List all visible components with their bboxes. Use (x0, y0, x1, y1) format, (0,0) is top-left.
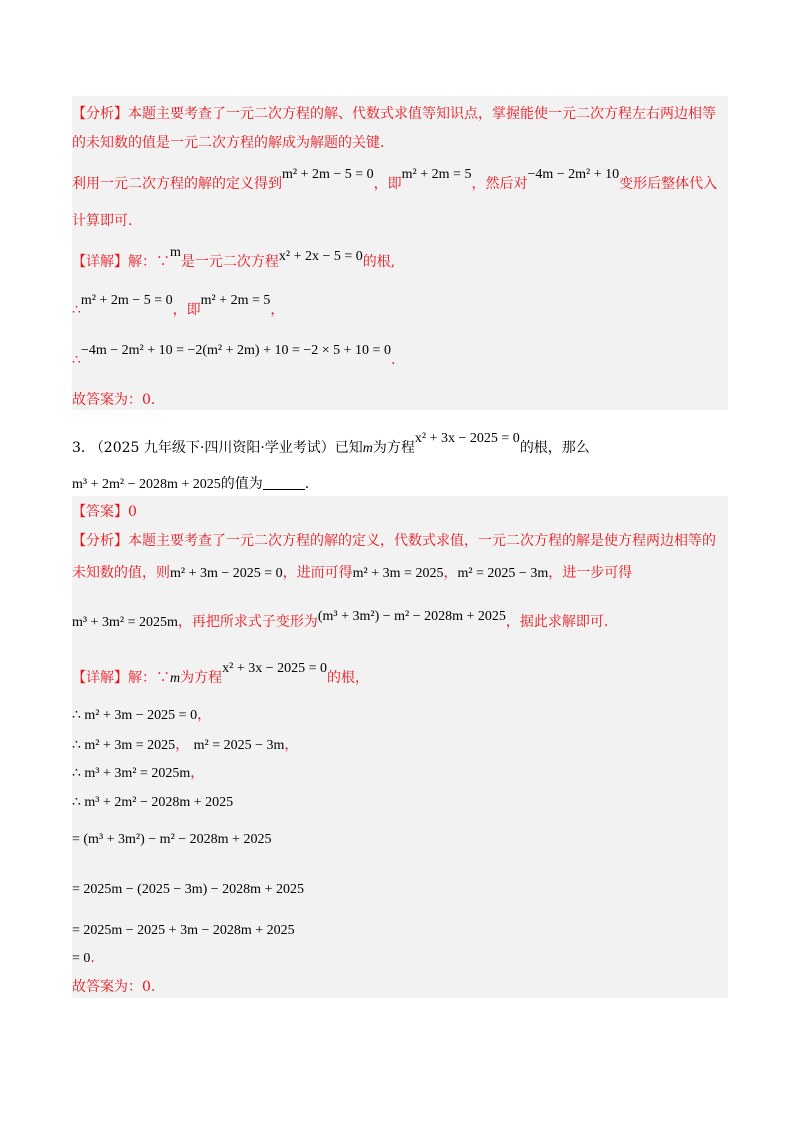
q2-detail-step1: ∴m² + 2m − 5 = 0，即m² + 2m = 5， (72, 293, 285, 318)
equation: ∴ m³ + 2m² − 2028m + 2025 (72, 795, 234, 810)
equation: ∴ m³ + 3m² = 2025m (72, 766, 191, 781)
q3-analysis-line1: 【分析】本题主要考查了一元二次方程的解的定义，代数式求值，一元二次方程的解是使方程两边相等的 (72, 533, 716, 549)
equation: −4m − 2m² + 10 (527, 167, 620, 182)
equation: m² + 3m − 2025 = 0 (170, 566, 283, 581)
q3-answer: 【答案】0 (72, 504, 137, 520)
q3-step4 (72, 792, 728, 813)
q3-step6 (72, 879, 728, 900)
equation: m³ + 3m² = 2025m (72, 615, 178, 630)
q3-step7 (72, 920, 728, 941)
q3-step2: ∴ m² + 3m = 2025， m² = 2025 − 3m， (72, 737, 299, 753)
equation: (m³ + 3m²) − m² − 2028m + 2025 (317, 609, 506, 624)
equation: = (m³ + 3m²) − m² − 2028m + 2025 (72, 832, 272, 847)
variable-m: m (362, 441, 373, 456)
variable-m: m (170, 671, 181, 686)
equation: m² + 3m = 2025 (352, 566, 444, 581)
answer-blank[interactable] (263, 475, 305, 490)
equation: ∴ m² + 3m = 2025 (72, 738, 176, 753)
q3-final-answer: 故答案为：0. (72, 979, 156, 995)
equation: x² + 2x − 5 = 0 (278, 249, 363, 264)
expression: m³ + 2m² − 2028m + 2025 (72, 477, 221, 492)
q3-analysis-line3: m³ + 3m² = 2025m，再把所求式子变形为(m³ + 3m²) − m² − 2028m + 2025，据此求解即可. (72, 609, 609, 630)
q2-detail-step2: ∴−4m − 2m² + 10 = −2(m² + 2m) + 10 = −2 × 5 + 10 = 0. (72, 343, 396, 368)
q3-question-line2: m³ + 2m² − 2028m + 2025的值为 . (72, 476, 310, 492)
q3-detail-intro: 【详解】解：∵m为方程x² + 3x − 2025 = 0的根， (72, 661, 370, 686)
q2-detail-intro: 【详解】解：∵m是一元二次方程x² + 2x − 5 = 0的根, (72, 245, 396, 270)
variable-m: m (170, 245, 181, 260)
equation: x² + 3x − 2025 = 0 (414, 431, 520, 446)
equation: m² + 2m = 5 (200, 293, 271, 308)
q3-step8: = 0. (72, 950, 95, 966)
equation: ∴ m² + 3m − 2025 = 0 (72, 708, 198, 723)
q2-analysis-line4: 计算即可. (72, 213, 133, 229)
equation: m² + 2m − 5 = 0 (282, 167, 374, 182)
q2-analysis-line3: 利用一元二次方程的解的定义得到m² + 2m − 5 = 0，即m² + 2m = 5，然后对−4m − 2m² + 10变形后整体代入 (72, 167, 718, 192)
q3-step3: ∴ m³ + 3m² = 2025m， (72, 765, 205, 781)
q3-question-line1: 3. （2025 九年级下·四川资阳·学业考试）已知m为方程x² + 3x − 2025 = 0的根，那么 (72, 431, 590, 456)
equation: = 0 (72, 951, 91, 966)
q3-step5 (72, 829, 728, 850)
equation: m² = 2025 − 3m (457, 566, 549, 581)
q2-analysis-line1: 【分析】本题主要考查了一元二次方程的解、代数式求值等知识点，掌握能使一元二次方程左右两边相等 (72, 106, 716, 122)
equation: m² + 2m − 5 = 0 (80, 293, 173, 308)
equation: x² + 3x − 2025 = 0 (222, 661, 328, 676)
equation: −4m − 2m² + 10 = −2(m² + 2m) + 10 = −2 × 5 + 10 = 0 (80, 343, 391, 358)
equation: = 2025m − (2025 − 3m) − 2028m + 2025 (72, 882, 304, 897)
equation: m² + 2m = 5 (401, 167, 472, 182)
q2-analysis-line2: 的未知数的值是一元二次方程的解成为解题的关键. (72, 135, 385, 151)
q2-answer: 故答案为：0. (72, 392, 156, 408)
q3-step1: ∴ m² + 3m − 2025 = 0， (72, 707, 212, 723)
equation: m² = 2025 − 3m (193, 738, 285, 753)
equation: = 2025m − 2025 + 3m − 2028m + 2025 (72, 923, 295, 938)
q3-analysis-line2: 未知数的值，则m² + 3m − 2025 = 0，进而可得m² + 3m = 2025，m² = 2025 − 3m，进一步可得 (72, 565, 633, 581)
